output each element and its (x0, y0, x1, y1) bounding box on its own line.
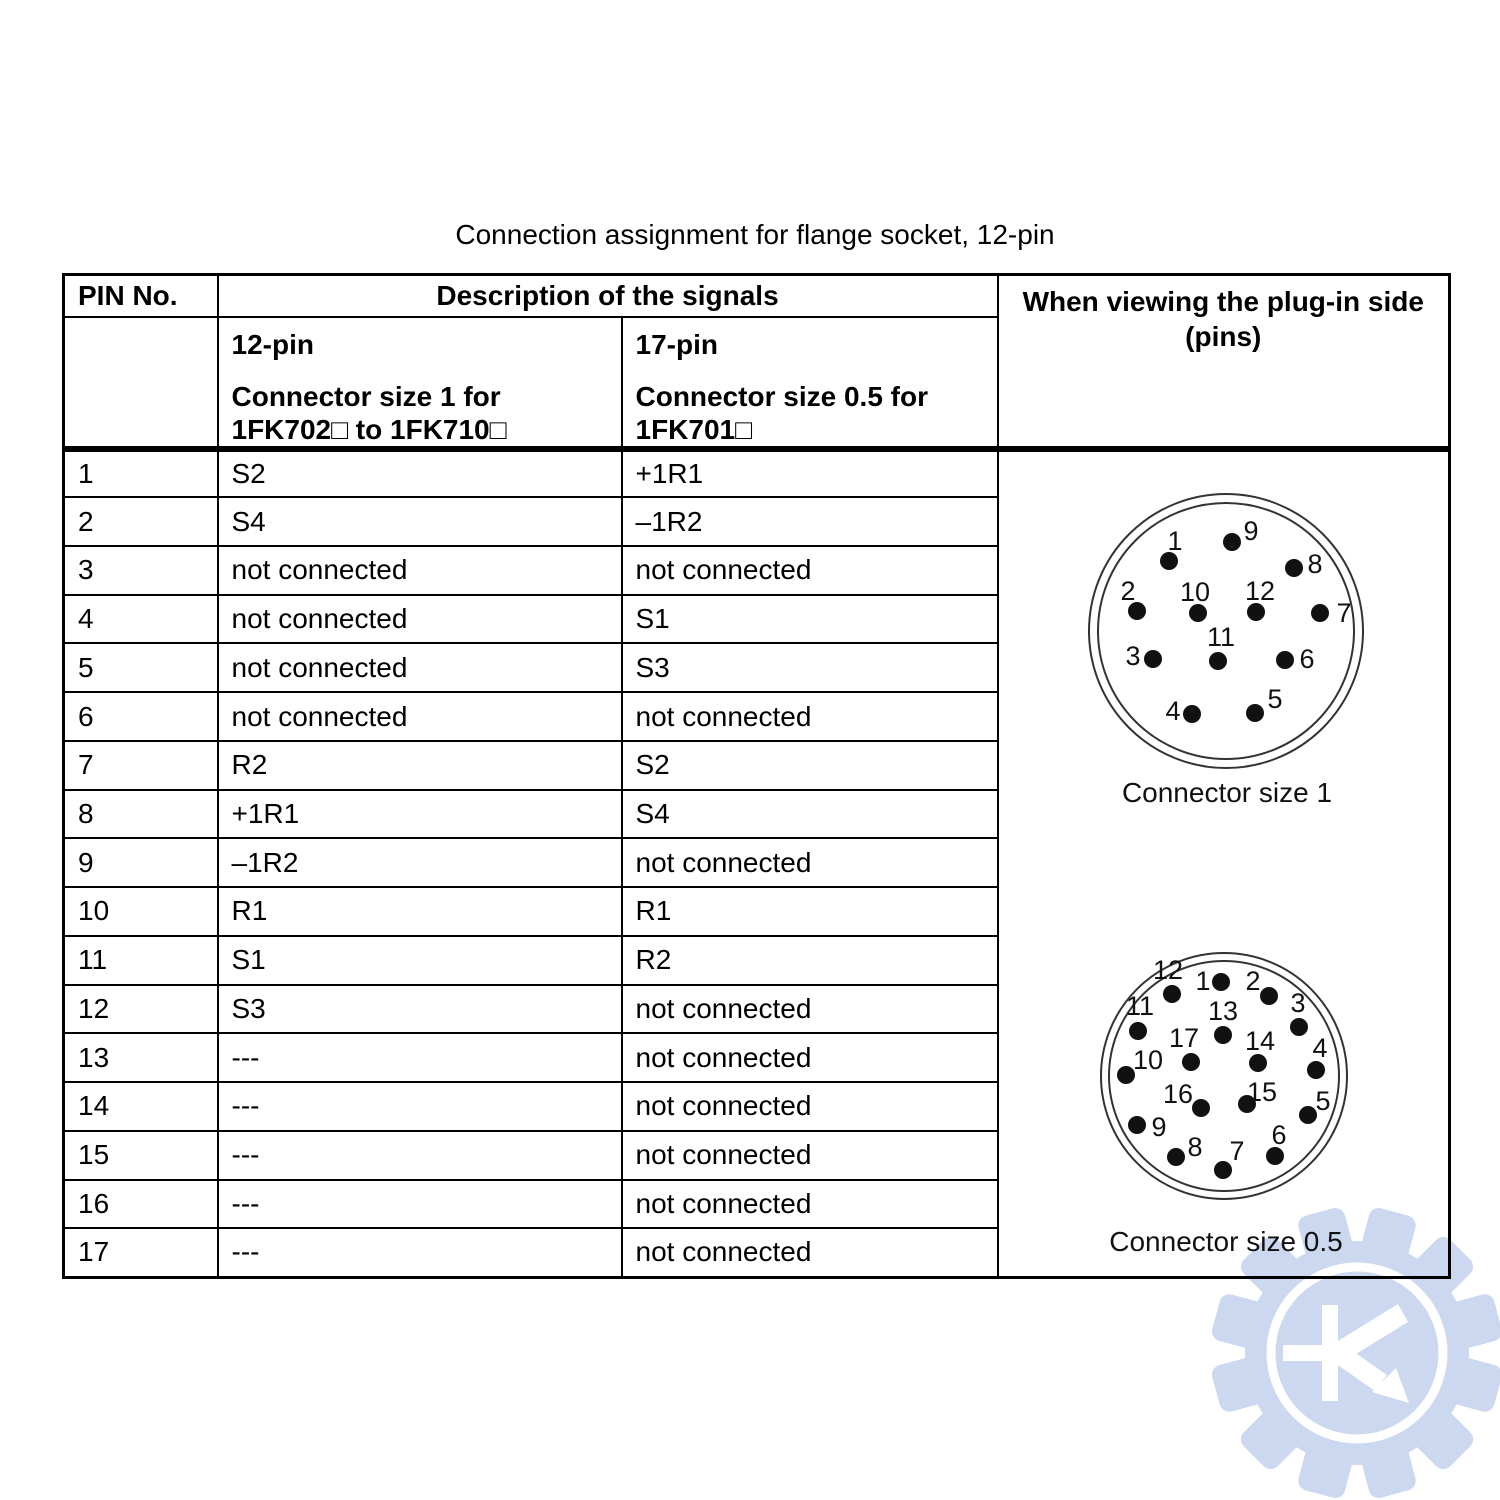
pin-cell: 4 (64, 595, 218, 644)
description-header: Description of the signals (218, 275, 998, 317)
pin-cell: 7 (64, 741, 218, 790)
connector-size-1-diagram (1089, 494, 1363, 808)
pin-3-dot (1144, 650, 1162, 668)
signal-12pin-cell: S3 (218, 985, 622, 1034)
pin-no-header: PIN No. (64, 275, 218, 317)
signal-12pin-cell: --- (218, 1228, 622, 1277)
pin-8-dot (1285, 559, 1303, 577)
pin-cell: 16 (64, 1180, 218, 1229)
pin-11-dot (1129, 1022, 1147, 1040)
pin-4-label: 4 (1311, 1032, 1328, 1063)
pin-12-label: 12 (1152, 954, 1183, 985)
pin-cell: 14 (64, 1082, 218, 1131)
subheader-12pin-desc1: Connector size 1 for (231, 380, 501, 412)
signal-17pin-cell: R1 (622, 887, 998, 936)
signal-17pin-cell: not connected (622, 1033, 998, 1082)
subheader-12pin-desc2: 1FK702□ to 1FK710□ (231, 413, 507, 445)
connection-assignment-table (62, 273, 1451, 1279)
pin-5-label: 5 (1314, 1085, 1331, 1116)
connector-diagrams (999, 452, 1447, 1276)
pin-cell: 6 (64, 692, 218, 741)
pin-15-label: 15 (1246, 1076, 1277, 1107)
pin-9-dot (1128, 1116, 1146, 1134)
pin-7-label: 7 (1335, 597, 1352, 628)
signal-17pin-cell: S4 (622, 790, 998, 839)
pin-8-dot (1167, 1148, 1185, 1166)
signal-12pin-cell: --- (218, 1082, 622, 1131)
pin-9-label: 9 (1150, 1111, 1167, 1142)
pin-7-dot (1311, 604, 1329, 622)
header-row-1 (64, 275, 1450, 317)
pin-2-label: 2 (1244, 965, 1261, 996)
table-row (64, 449, 1450, 498)
signal-12pin-cell: S2 (218, 449, 622, 498)
pin-1-label: 1 (1166, 525, 1183, 556)
connector-size-0-5-caption: Connector size 0.5 (1108, 1225, 1343, 1257)
pin-1-dot (1212, 973, 1230, 991)
pin-4-label: 4 (1164, 695, 1181, 726)
pin-8-label: 8 (1186, 1131, 1203, 1162)
pin-14-dot (1249, 1054, 1267, 1072)
signal-12pin-cell: –1R2 (218, 838, 622, 887)
pin-cell: 13 (64, 1033, 218, 1082)
pin-16-label: 16 (1162, 1078, 1193, 1109)
signal-17pin-cell: R2 (622, 936, 998, 985)
pin-17-label: 17 (1168, 1022, 1199, 1053)
plug-view-diagram-cell (998, 449, 1450, 1278)
pin-cell: 5 (64, 643, 218, 692)
plug-view-header-line1: When viewing the plug-in side (1022, 286, 1424, 317)
pin-6-label: 6 (1298, 643, 1315, 674)
subheader-17pin (622, 317, 998, 449)
signal-17pin-cell: not connected (622, 692, 998, 741)
plug-view-header (998, 275, 1450, 449)
pin-9-dot (1223, 533, 1241, 551)
signal-12pin-cell: R2 (218, 741, 622, 790)
pin-cell: 17 (64, 1228, 218, 1277)
pin-10-label: 10 (1179, 576, 1210, 607)
pin-cell: 9 (64, 838, 218, 887)
pin-cell: 1 (64, 449, 218, 498)
signal-12pin-cell: --- (218, 1033, 622, 1082)
signal-12pin-cell: not connected (218, 692, 622, 741)
signal-12pin-cell: S4 (218, 497, 622, 546)
figure-title: Connection assignment for flange socket, 12-pin (455, 219, 1055, 250)
pin-12-label: 12 (1244, 575, 1275, 606)
pin-no-subheader-empty (64, 317, 218, 449)
pin-4-dot (1183, 705, 1201, 723)
signal-17pin-cell: S1 (622, 595, 998, 644)
pin-11-label: 11 (1125, 990, 1154, 1021)
signal-12pin-cell: S1 (218, 936, 622, 985)
pin-3-label: 3 (1124, 640, 1141, 671)
signal-17pin-cell: not connected (622, 985, 998, 1034)
pin-16-dot (1192, 1099, 1210, 1117)
pin-cell: 12 (64, 985, 218, 1034)
pin-12-dot (1163, 985, 1181, 1003)
signal-17pin-cell: not connected (622, 838, 998, 887)
signal-12pin-cell: +1R1 (218, 790, 622, 839)
pin-5-label: 5 (1266, 683, 1283, 714)
plug-view-header-line2: (pins) (1185, 321, 1262, 352)
signal-17pin-cell: not connected (622, 1131, 998, 1180)
subheader-12pin (218, 317, 622, 449)
pin-11-dot (1209, 652, 1227, 670)
pin-cell: 8 (64, 790, 218, 839)
table-body (64, 449, 1450, 1278)
signal-17pin-cell: –1R2 (622, 497, 998, 546)
signal-12pin-cell: not connected (218, 595, 622, 644)
pin-4-dot (1307, 1061, 1325, 1079)
subheader-12pin-title: 12-pin (231, 328, 314, 360)
signal-17pin-cell: not connected (622, 1180, 998, 1229)
pin-14-label: 14 (1244, 1025, 1275, 1056)
signal-17pin-cell: +1R1 (622, 449, 998, 498)
signal-12pin-cell: R1 (218, 887, 622, 936)
connector-size-1-caption: Connector size 1 (1121, 776, 1332, 808)
pin-3-label: 3 (1289, 987, 1306, 1018)
pin-3-dot (1290, 1018, 1308, 1036)
pin-17-dot (1182, 1053, 1200, 1071)
pin-cell: 10 (64, 887, 218, 936)
subheader-17pin-title: 17-pin (635, 328, 718, 360)
pin-cell: 2 (64, 497, 218, 546)
pin-cell: 3 (64, 546, 218, 595)
pin-5-dot (1246, 704, 1264, 722)
connector-size-0-5-diagram (1101, 953, 1347, 1257)
pin-7-label: 7 (1228, 1135, 1245, 1166)
pin-6-label: 6 (1270, 1119, 1287, 1150)
signal-17pin-cell: S3 (622, 643, 998, 692)
pin-2-dot (1260, 987, 1278, 1005)
signal-17pin-cell: not connected (622, 546, 998, 595)
pin-5-dot (1299, 1106, 1317, 1124)
signal-12pin-cell: --- (218, 1180, 622, 1229)
signal-12pin-cell: --- (218, 1131, 622, 1180)
pin-13-dot (1214, 1026, 1232, 1044)
pin-10-label: 10 (1132, 1044, 1163, 1075)
pin-cell: 11 (64, 936, 218, 985)
pin-6-dot (1276, 651, 1294, 669)
pin-cell: 15 (64, 1131, 218, 1180)
pin-2-label: 2 (1119, 575, 1136, 606)
pin-8-label: 8 (1306, 548, 1323, 579)
subheader-17pin-desc2: 1FK701□ (635, 413, 753, 445)
pin-11-label: 11 (1206, 621, 1235, 652)
signal-17pin-cell: not connected (622, 1228, 998, 1277)
pin-1-label: 1 (1194, 965, 1211, 996)
signal-12pin-cell: not connected (218, 643, 622, 692)
signal-17pin-cell: S2 (622, 741, 998, 790)
subheader-17pin-desc1: Connector size 0.5 for (635, 380, 929, 412)
pin-13-label: 13 (1207, 995, 1238, 1026)
pin-9-label: 9 (1242, 515, 1259, 546)
signal-12pin-cell: not connected (218, 546, 622, 595)
signal-17pin-cell: not connected (622, 1082, 998, 1131)
